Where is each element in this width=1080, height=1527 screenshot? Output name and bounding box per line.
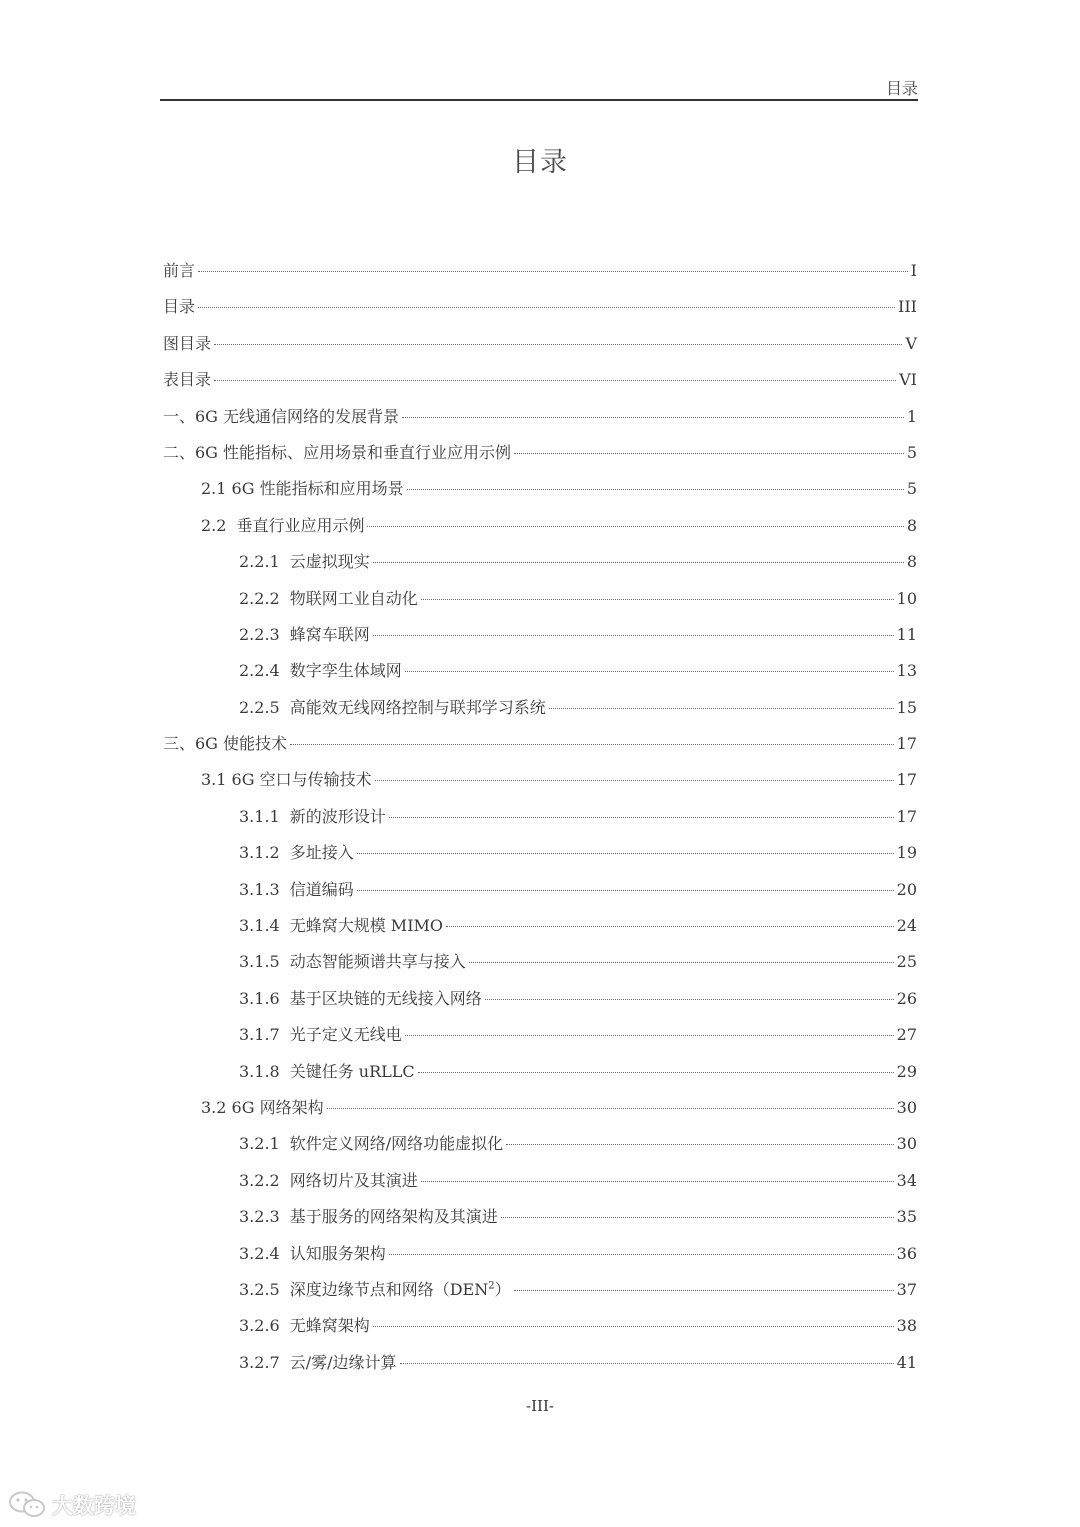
toc-entry-superscript: 2 (488, 1280, 495, 1292)
toc-entry-number: 3.1.6 (239, 988, 280, 1008)
toc-entry-page: 34 (896, 1170, 917, 1190)
watermark (8, 1490, 136, 1520)
dot-leader (421, 599, 894, 600)
toc-entry-page: 25 (896, 952, 917, 972)
dot-leader (290, 744, 894, 745)
toc-entry-number: 3.1.5 (239, 952, 280, 972)
toc-entry-label (239, 622, 370, 645)
dot-leader (418, 1072, 894, 1073)
toc-entry-number: 3.2.4 (239, 1243, 280, 1263)
toc-entry-page: 24 (896, 916, 917, 936)
dot-leader (514, 1290, 894, 1291)
toc-entry[interactable] (163, 258, 917, 294)
toc-entry-text: 网络切片及其演进 (289, 1170, 418, 1190)
dot-leader (400, 1363, 894, 1364)
toc-entry-label (239, 1022, 402, 1045)
toc-entry-label (163, 294, 195, 317)
dot-leader (373, 1326, 894, 1327)
toc-entry-label (239, 695, 546, 718)
toc-entry-page: 5 (906, 442, 917, 462)
toc-entry-label (239, 1241, 386, 1264)
dot-leader (389, 817, 894, 818)
dot-leader (446, 926, 894, 927)
toc-entry[interactable] (163, 1277, 917, 1313)
dot-leader (367, 526, 903, 527)
wechat-logo-icon (8, 1490, 48, 1520)
toc-entry-number: 3.2.7 (239, 1352, 280, 1372)
toc-entry-label (239, 840, 354, 863)
toc-entry-page: 30 (896, 1097, 917, 1117)
toc-entry-text: 无蜂窝架构 (289, 1316, 370, 1336)
toc-entry-number: 3.1.8 (239, 1061, 280, 1081)
dot-leader (357, 853, 894, 854)
dot-leader (405, 671, 894, 672)
toc-entry-text: 高能效无线网络控制与联邦学习系统 (289, 697, 546, 717)
toc-entry-text: 蜂窝车联网 (289, 624, 370, 644)
toc-entry-number: 3.2.3 (239, 1207, 280, 1227)
dot-leader (421, 1181, 894, 1182)
toc-entry-label (163, 404, 399, 427)
toc-entry-text: 目录 (163, 297, 196, 317)
dot-leader (198, 271, 908, 272)
page-title: 目录 (512, 147, 568, 178)
toc-entry-text: 垂直行业应用示例 (236, 515, 365, 535)
toc-entry[interactable] (163, 767, 917, 803)
toc-entry[interactable] (163, 804, 917, 840)
toc-entry-label (239, 1350, 397, 1373)
dot-leader (327, 1108, 894, 1109)
dot-leader (373, 562, 904, 563)
toc-entry[interactable] (163, 1204, 917, 1240)
toc-entry-page: 27 (896, 1025, 917, 1045)
toc-entry-page: 37 (896, 1279, 917, 1299)
toc-entry-number: 3.1.3 (239, 879, 280, 899)
toc-entry-number: 3.2.6 (239, 1316, 280, 1336)
toc-entry-text: 图目录 (163, 333, 212, 353)
toc-entry[interactable] (163, 367, 917, 403)
toc-entry-text: 基于区块链的无线接入网络 (289, 988, 482, 1008)
toc-entry-page: 26 (896, 988, 917, 1008)
toc-entry-label (163, 731, 287, 754)
toc-entry-text: 动态智能频谱共享与接入 (289, 952, 466, 972)
dot-leader (549, 708, 894, 709)
toc-entry-text: 表目录 (163, 370, 212, 390)
toc-entry-text: 数字孪生体域网 (289, 661, 402, 681)
toc-entry-page: VI (899, 370, 917, 390)
toc-entry[interactable] (163, 549, 917, 585)
dot-leader (469, 962, 894, 963)
toc-entry[interactable] (163, 949, 917, 985)
toc-entry-number: 2.2.2 (239, 588, 280, 608)
toc-entry-number: 3.2.1 (239, 1134, 280, 1154)
toc-entry-number: 3.1.1 (239, 806, 280, 826)
toc-entry-number: 3.1.7 (239, 1025, 280, 1045)
toc-entry[interactable] (163, 1022, 917, 1058)
toc-entry-number: 2.2 (201, 515, 227, 535)
toc-entry-label (201, 513, 364, 536)
toc-entry-label (239, 549, 370, 572)
toc-entry-label (239, 804, 386, 827)
toc-entry-number: 3.1.2 (239, 843, 280, 863)
toc-entry-text: 软件定义网络/网络功能虚拟化 (289, 1134, 504, 1154)
toc-entry-text: 深度边缘节点和网络（DEN (289, 1279, 489, 1299)
toc-entry-label (239, 658, 402, 681)
toc-entry[interactable] (163, 877, 917, 913)
toc-entry-number: 2.2.1 (239, 552, 280, 572)
toc-entry-number: 2.2.4 (239, 661, 280, 681)
dot-leader (389, 1254, 894, 1255)
toc-entry[interactable] (163, 1095, 917, 1131)
toc-entry-page: 8 (906, 515, 917, 535)
toc-entry-page: 5 (906, 479, 917, 499)
toc-entry-label (201, 476, 404, 499)
toc-entry-page: 36 (896, 1243, 917, 1263)
toc-entry[interactable] (163, 622, 917, 658)
toc-entry-page: 17 (896, 734, 917, 754)
dot-leader (373, 635, 894, 636)
toc-entry-text: 前言 (163, 261, 196, 280)
dot-leader (485, 999, 894, 1000)
toc-entry[interactable] (163, 913, 917, 949)
toc-entry-text: 3.2 6G 网络架构 (201, 1097, 324, 1117)
toc-entry-page: I (910, 261, 917, 280)
dot-leader (214, 344, 902, 345)
toc-entry-label (201, 767, 372, 790)
toc-entry-number: 2.2.5 (239, 697, 280, 717)
toc-entry-page: 30 (896, 1134, 917, 1154)
dot-leader (357, 890, 894, 891)
toc-entry-page: III (898, 297, 917, 317)
toc-entry-number: 3.2.2 (239, 1170, 280, 1190)
toc-entry-text: 信道编码 (289, 879, 354, 899)
dot-leader (198, 307, 895, 308)
toc-entry-label (239, 913, 443, 936)
dot-leader (506, 1144, 894, 1145)
toc-entry-page: 20 (896, 879, 917, 899)
toc-entry[interactable] (163, 513, 917, 549)
toc-entry-text-suffix: ） (494, 1279, 511, 1299)
toc-entry-page: 8 (906, 552, 917, 572)
table-of-contents (163, 258, 917, 1386)
toc-entry[interactable] (163, 440, 917, 476)
toc-entry-label (239, 1059, 415, 1082)
toc-entry-text: 多址接入 (289, 843, 354, 863)
toc-entry[interactable] (163, 1168, 917, 1204)
toc-entry-label (239, 1204, 498, 1227)
toc-entry-page: 41 (896, 1352, 917, 1372)
toc-entry-text: 光子定义无线电 (289, 1025, 402, 1045)
toc-entry-label (163, 331, 211, 354)
toc-entry-text: 新的波形设计 (289, 806, 386, 826)
toc-entry[interactable] (163, 294, 917, 330)
toc-entry[interactable] (163, 586, 917, 622)
toc-entry-page: 15 (896, 697, 917, 717)
toc-entry-page: 17 (896, 770, 917, 790)
toc-entry-label (239, 949, 466, 972)
toc-entry[interactable] (163, 695, 917, 731)
toc-entry[interactable] (163, 1313, 917, 1349)
toc-entry-page: 17 (896, 806, 917, 826)
toc-entry-label (163, 258, 195, 281)
toc-entry-page: 1 (906, 406, 917, 426)
toc-entry-page: 10 (896, 588, 917, 608)
toc-entry[interactable] (163, 986, 917, 1022)
header-rule (160, 99, 918, 101)
toc-entry-text: 3.1 6G 空口与传输技术 (201, 770, 372, 790)
toc-entry-text: 认知服务架构 (289, 1243, 386, 1263)
toc-entry[interactable] (163, 331, 917, 367)
dot-leader (514, 453, 904, 454)
toc-entry-text: 三、6G 使能技术 (163, 734, 288, 754)
toc-entry-page: 38 (896, 1316, 917, 1336)
toc-entry-label (239, 586, 418, 609)
toc-entry[interactable] (163, 1059, 917, 1095)
toc-entry-label (163, 440, 511, 463)
toc-entry-label (239, 1313, 370, 1336)
toc-entry-page: 29 (896, 1061, 917, 1081)
toc-entry-label (239, 1131, 503, 1154)
toc-entry[interactable] (163, 1131, 917, 1167)
toc-entry-page: 13 (896, 661, 917, 681)
toc-entry-text: 二、6G 性能指标、应用场景和垂直行业应用示例 (163, 442, 512, 462)
watermark-text: 大数跨境 (52, 1494, 136, 1518)
dot-leader (501, 1217, 894, 1218)
toc-entry-text: 一、6G 无线通信网络的发展背景 (163, 406, 400, 426)
toc-entry-label (163, 367, 211, 390)
dot-leader (405, 1035, 894, 1036)
toc-entry-page: 11 (896, 624, 917, 644)
toc-entry-label (239, 877, 354, 900)
toc-entry-label (201, 1095, 324, 1118)
toc-entry-label (239, 1168, 418, 1191)
toc-entry[interactable] (163, 731, 917, 767)
toc-entry-text: 云/雾/边缘计算 (289, 1352, 397, 1372)
toc-entry-number: 3.1.4 (239, 916, 280, 936)
toc-entry[interactable] (163, 476, 917, 512)
dot-leader (402, 417, 904, 418)
running-head: 目录 (885, 79, 918, 98)
toc-entry-text: 关键任务 uRLLC (289, 1061, 415, 1081)
toc-entry-text: 基于服务的网络架构及其演进 (289, 1207, 498, 1227)
toc-entry-text: 无蜂窝大规模 MIMO (289, 916, 444, 936)
toc-entry[interactable] (163, 1241, 917, 1277)
toc-entry[interactable] (163, 658, 917, 694)
toc-entry-page: V (905, 333, 917, 353)
toc-entry[interactable] (163, 404, 917, 440)
toc-entry-text: 2.1 6G 性能指标和应用场景 (201, 479, 404, 499)
toc-entry-label (239, 986, 482, 1009)
toc-entry-text: 物联网工业自动化 (289, 588, 418, 608)
toc-entry[interactable] (163, 840, 917, 876)
toc-entry-label (239, 1277, 511, 1300)
toc-entry-page: 35 (896, 1207, 917, 1227)
toc-entry-page: 19 (896, 843, 917, 863)
toc-entry-number: 3.2.5 (239, 1279, 280, 1299)
toc-entry[interactable] (163, 1350, 917, 1386)
toc-entry-number: 2.2.3 (239, 624, 280, 644)
dot-leader (407, 489, 904, 490)
toc-entry-text: 云虚拟现实 (289, 552, 370, 572)
dot-leader (214, 380, 896, 381)
page-number: -III- (526, 1397, 554, 1415)
dot-leader (375, 780, 894, 781)
